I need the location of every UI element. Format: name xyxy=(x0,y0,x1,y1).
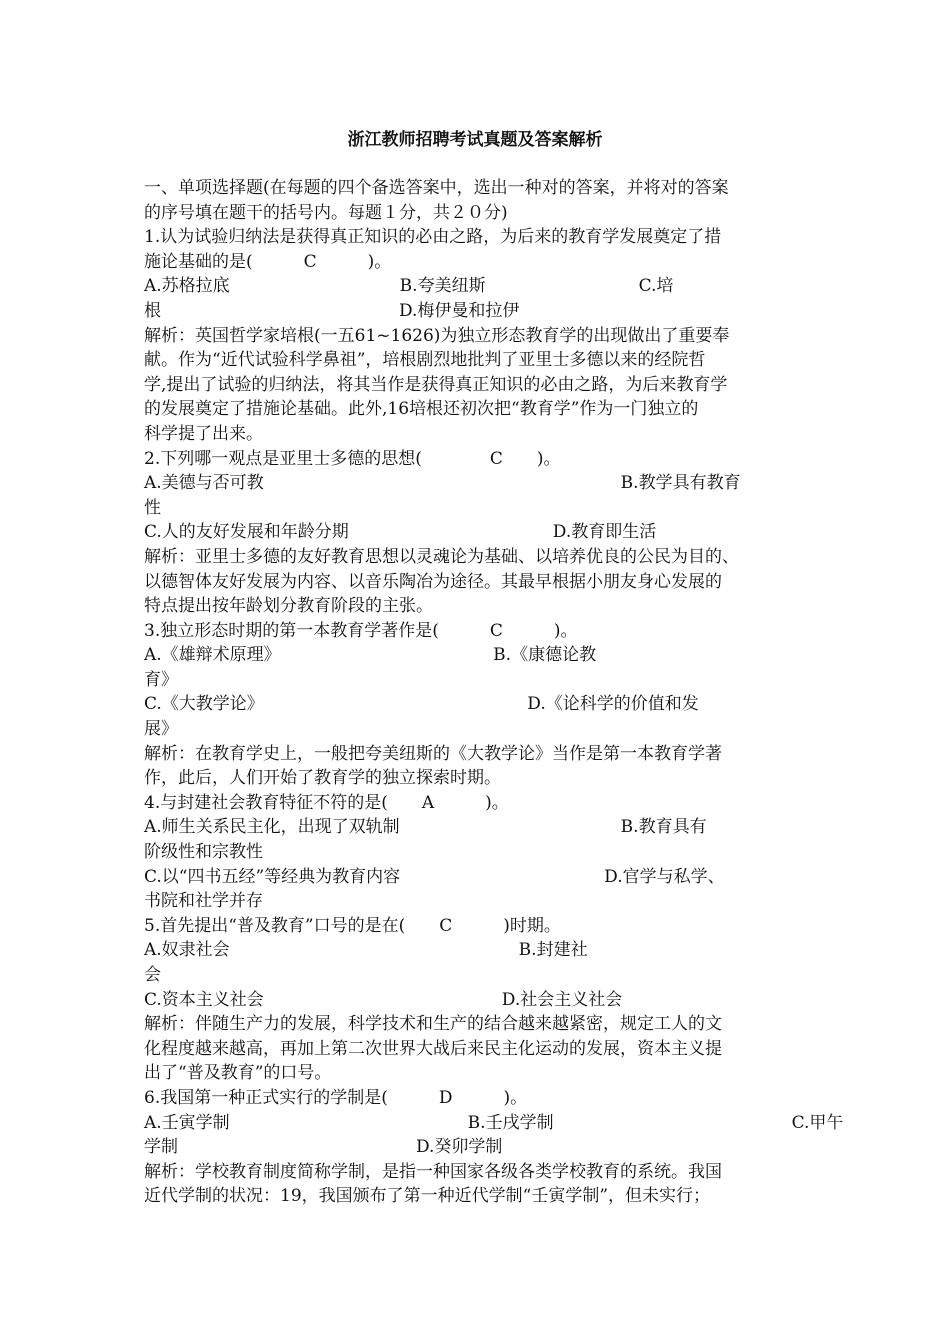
text-line: 2.下列哪一观点是亚里士多德的思想( C )。 xyxy=(144,448,561,469)
text-line: 学,提出了试验的归纳法，将其当作是获得真正知识的必由之路，为后来教育学 xyxy=(144,374,728,395)
text-line: 学制 D.癸卯学制 xyxy=(144,1137,503,1158)
text-line: 解析：伴随生产力的发展，科学技术和生产的结合越来越紧密，规定工人的文 xyxy=(144,1014,722,1035)
text-line: 的发展奠定了措施论基础。此外,16培根还初次把“教育学”作为一门独立的 xyxy=(144,399,699,420)
text-line: 献。作为“近代试验科学鼻祖”，培根剧烈地批判了亚里士多德以来的经院哲 xyxy=(144,350,706,371)
text-line: 施论基础的是( C )。 xyxy=(144,251,392,272)
text-line: 根 D.梅伊曼和拉伊 xyxy=(144,300,520,321)
text-line: C.《大教学论》 D.《论科学的价值和发 xyxy=(144,694,699,715)
text-line: 以德智体友好发展为内容、以音乐陶冶为途径。其最早根据小朋友身心发展的 xyxy=(144,571,722,592)
text-line: 的序号填在题干的括号内。每题１分，共２０分) xyxy=(144,202,508,223)
text-line: 性 xyxy=(144,497,161,518)
text-line: 1.认为试验归纳法是获得真正知识的必由之路，为后来的教育学发展奠定了措 xyxy=(144,227,722,248)
text-line: C.资本主义社会 D.社会主义社会 xyxy=(144,989,623,1010)
text-line: C.以“四书五经”等经典为教育内容 D.官学与私学、 xyxy=(144,866,725,887)
text-line: A.苏格拉底 B.夸美纽斯 C.培 xyxy=(144,276,674,297)
document-body xyxy=(144,176,844,1209)
text-line: 作，此后，人们开始了教育学的独立探索时期。 xyxy=(144,768,501,789)
text-line: 解析：亚里士多德的友好教育思想以灵魂论为基础、以培养优良的公民为目的、 xyxy=(144,546,739,567)
text-line: 特点提出按年龄划分教育阶段的主张。 xyxy=(144,596,433,617)
text-line: C.人的友好发展和年龄分期 D.教育即生活 xyxy=(144,522,657,543)
text-line: 解析：学校教育制度简称学制，是指一种国家各级各类学校教育的系统。我国 xyxy=(144,1161,722,1182)
text-line: 育》 xyxy=(144,669,178,690)
text-line: 近代学制的状况：19，我国颁布了第一种近代学制“壬寅学制”，但未实行； xyxy=(144,1186,711,1207)
text-line: A.师生关系民主化，出现了双轨制 B.教育具有 xyxy=(144,817,707,838)
text-line: 3.独立形态时期的第一本教育学著作是( C )。 xyxy=(144,620,578,641)
text-line: A.美德与否可教 B.教学具有教育 xyxy=(144,473,741,494)
text-line: 4.与封建社会教育特征不符的是( A )。 xyxy=(144,792,509,813)
text-line: 出了“普及教育”的口号。 xyxy=(144,1063,332,1084)
document-title: 浙江教师招聘考试真题及答案解析 xyxy=(347,130,603,150)
text-line: 阶级性和宗教性 xyxy=(144,842,263,863)
text-line: 展》 xyxy=(144,719,178,740)
text-line: A.《雄辩术原理》 B.《康德论教 xyxy=(144,645,597,666)
text-line: 解析：英国哲学家培根(一五61~1626)为独立形态教育学的出现做出了重要奉 xyxy=(144,325,730,346)
text-line: 会 xyxy=(144,965,161,985)
text-line: 科学提了出来。 xyxy=(144,423,263,444)
text-line: A.壬寅学制 B.壬戌学制 C.甲午 xyxy=(144,1112,844,1133)
text-line: 一、单项选择题(在每题的四个备选答案中，选出一种对的答案，并将对的答案 xyxy=(144,178,729,198)
text-line: 化程度越来越高，再加上第二次世界大战后来民主化运动的发展，资本主义提 xyxy=(144,1038,722,1059)
text-line: 书院和社学并存 xyxy=(144,891,263,912)
text-line: A.奴隶社会 B.封建社 xyxy=(144,940,588,961)
text-line: 5.首先提出“普及教育”口号的是在( C )时期。 xyxy=(144,915,561,936)
text-line: 解析：在教育学史上，一般把夸美纽斯的《大教学论》当作是第一本教育学著 xyxy=(144,743,722,764)
text-line: 6.我国第一种正式实行的学制是( D )。 xyxy=(144,1087,528,1108)
